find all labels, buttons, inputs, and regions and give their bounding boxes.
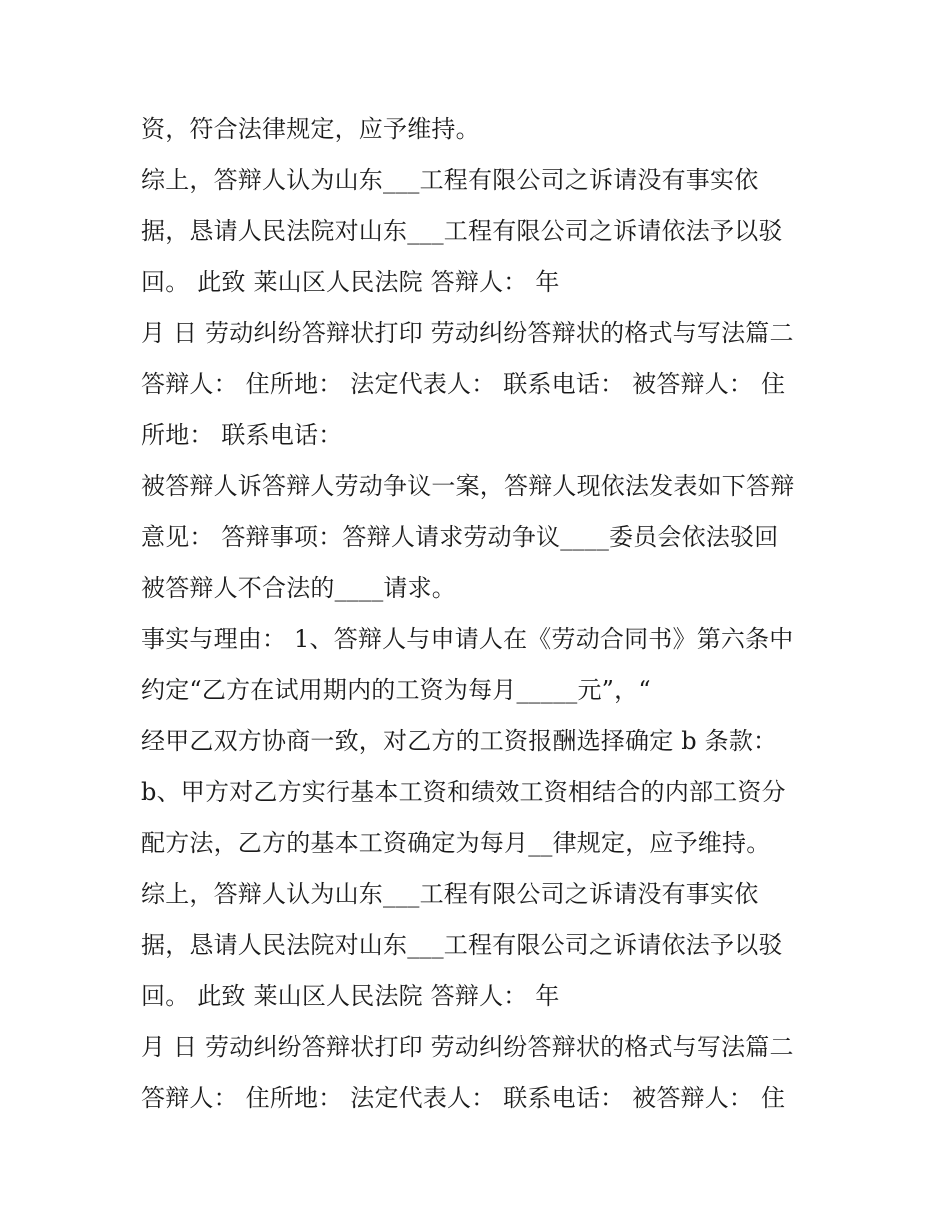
text-line: 所地： 联系电话： (141, 421, 343, 449)
text-line: 资，符合法律规定，应予维持。 (141, 115, 480, 143)
text-line: 约定“乙方在试用期内的工资为每月_____元”，“ (141, 676, 651, 704)
text-line: 意见： 答辩事项：答辩人请求劳动争议____委员会依法驳回 (141, 523, 779, 551)
text-line: 综上，答辩人认为山东___工程有限公司之诉请没有事实依 (141, 166, 759, 194)
text-line: b、甲方对乙方实行基本工资和绩效工资相结合的内部工资分 (141, 778, 786, 806)
text-line: 回。 此致 莱山区人民法院 答辩人： 年 (141, 268, 560, 296)
text-line: 被答辩人诉答辩人劳动争议一案，答辩人现依法发表如下答辩 (141, 472, 795, 500)
text-line: 回。 此致 莱山区人民法院 答辩人： 年 (141, 982, 560, 1010)
text-line: 据，恳请人民法院对山东___工程有限公司之诉请依法予以驳 (141, 931, 783, 959)
text-line: 答辩人： 住所地： 法定代表人： 联系电话： 被答辩人： 住 (141, 1084, 786, 1112)
text-line: 月 日 劳动纠纷答辩状打印 劳动纠纷答辩状的格式与写法篇二 (141, 319, 794, 347)
text-line: 月 日 劳动纠纷答辩状打印 劳动纠纷答辩状的格式与写法篇二 (141, 1033, 794, 1061)
text-line: 据，恳请人民法院对山东___工程有限公司之诉请依法予以驳 (141, 217, 783, 245)
text-line: 经甲乙双方协商一致，对乙方的工资报酬选择确定 b 条款： (141, 727, 778, 755)
text-line: 综上，答辩人认为山东___工程有限公司之诉请没有事实依 (141, 880, 759, 908)
text-line: 配方法，乙方的基本工资确定为每月__律规定，应予维持。 (141, 829, 771, 857)
document-body (141, 104, 831, 1124)
text-line: 事实与理由： 1、答辩人与申请人在《劳动合同书》第六条中 (141, 625, 794, 653)
text-line: 答辩人： 住所地： 法定代表人： 联系电话： 被答辩人： 住 (141, 370, 786, 398)
text-line: 被答辩人不合法的____请求。 (141, 574, 456, 602)
